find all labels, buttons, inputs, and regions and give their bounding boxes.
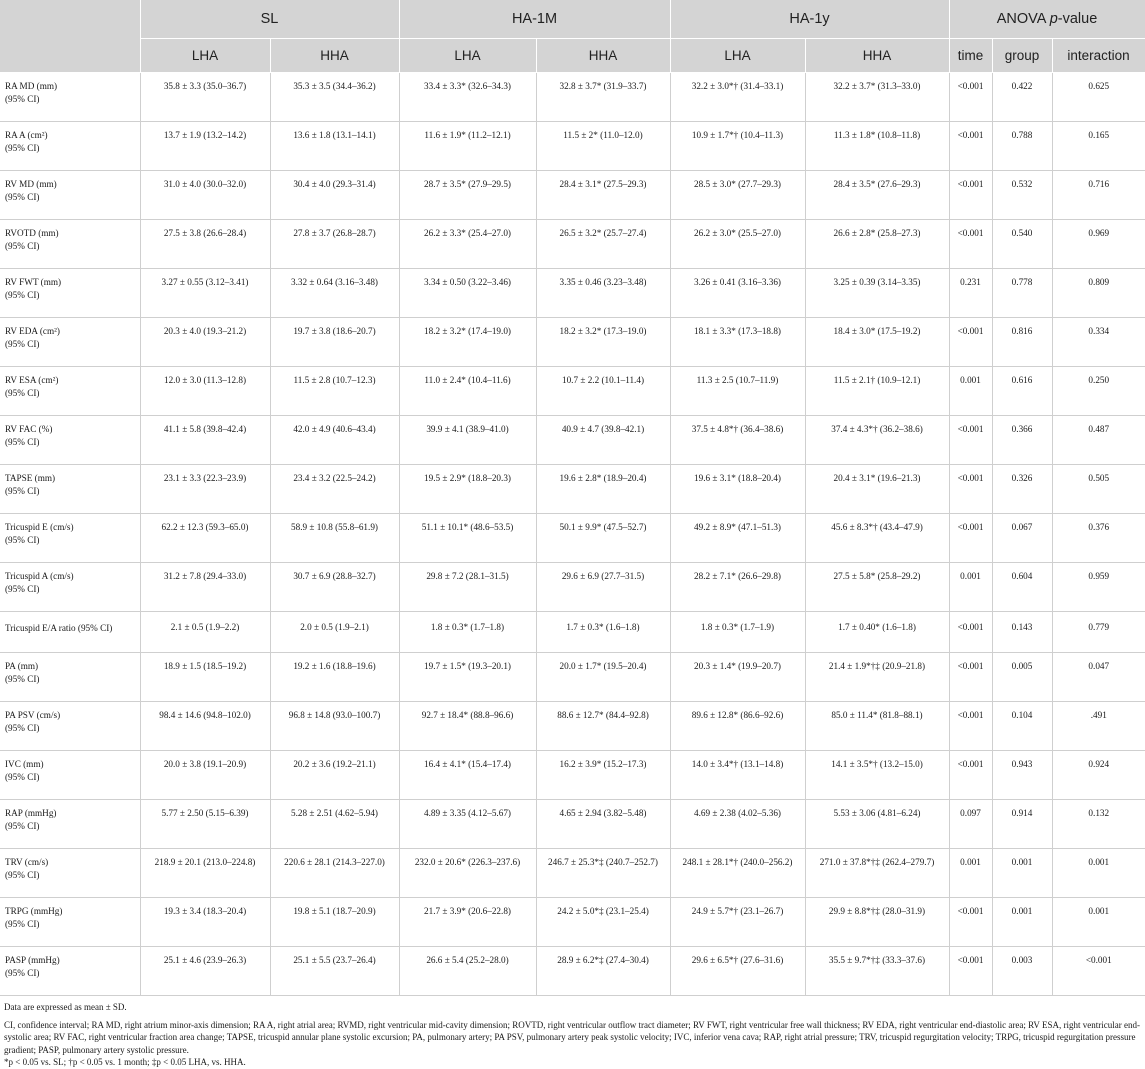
table-cell: 0.616: [992, 367, 1052, 416]
row-label-text: Tricuspid E/A ratio (95% CI): [5, 623, 113, 633]
table-cell: 28.7 ± 3.5* (27.9–29.5): [399, 171, 536, 220]
row-label: [0, 73, 140, 122]
footnote-abbreviations: CI, confidence interval; RA MD, right atrium minor-axis dimension; RA A, right atrial area; RVMD, right ventricular mid-cavity dimension; ROVTD, right ventricular outflow tract diameter; RV FWT, right ventricular free wall thickness; RV EDA, right ventricular end-diastolic area; RV ESA, right ventricular end-systolic area; RV FAC, right ventricular fraction area change; TAPSE, tricuspid annular plane systolic excursion; PA, pulmonary artery; PA PSV, pulmonary artery peak systolic velocity; IVC, inferior vena cava; RAP, right atrial pressure; TRV, tricuspid regurgitation velocity; TRPG, tricuspid regurgitation pressure gradient; PASP, pulmonary artery systolic pressure.: [4, 1019, 1140, 1055]
row-label-ci: (95% CI): [5, 486, 40, 496]
table-row: [0, 849, 1145, 898]
table-cell: 18.1 ± 3.3* (17.3–18.8): [670, 318, 805, 367]
table-cell: 0.809: [1052, 269, 1145, 318]
table-cell: 28.2 ± 7.1* (26.6–29.8): [670, 563, 805, 612]
row-label-text: RV FWT (mm): [5, 277, 62, 287]
table-cell: 0.067: [992, 514, 1052, 563]
table-cell: 11.5 ± 2* (11.0–12.0): [536, 122, 670, 171]
table-cell: 0.914: [992, 800, 1052, 849]
row-label-text: Tricuspid A (cm/s): [5, 571, 74, 581]
table-cell: 19.5 ± 2.9* (18.8–20.3): [399, 465, 536, 514]
row-label: [0, 653, 140, 702]
table-cell: 32.2 ± 3.0*† (31.4–33.1): [670, 73, 805, 122]
table-cell: 0.001: [949, 563, 992, 612]
row-label: [0, 416, 140, 465]
table-cell: 0.165: [1052, 122, 1145, 171]
subheader-1m-lha: LHA: [399, 39, 536, 73]
table-cell: 19.8 ± 5.1 (18.7–20.9): [270, 898, 399, 947]
row-label: [0, 947, 140, 996]
row-label-ci: (95% CI): [5, 821, 40, 831]
table-cell: 0.778: [992, 269, 1052, 318]
table-cell: 0.001: [992, 898, 1052, 947]
table-cell: 45.6 ± 8.3*† (43.4–47.9): [805, 514, 949, 563]
row-label: [0, 465, 140, 514]
table-cell: 4.89 ± 3.35 (4.12–5.67): [399, 800, 536, 849]
table-cell: 24.9 ± 5.7*† (23.1–26.7): [670, 898, 805, 947]
subheader-1y-hha: HHA: [805, 39, 949, 73]
row-label-ci: (95% CI): [5, 94, 40, 104]
anova-p: p: [1049, 11, 1058, 27]
header-corner: [0, 0, 140, 73]
table-cell: 29.6 ± 6.5*† (27.6–31.6): [670, 947, 805, 996]
table-cell: 29.9 ± 8.8*†‡ (28.0–31.9): [805, 898, 949, 947]
table-cell: <0.001: [949, 171, 992, 220]
table-cell: 0.788: [992, 122, 1052, 171]
table-cell: 0.716: [1052, 171, 1145, 220]
table-cell: 92.7 ± 18.4* (88.8–96.6): [399, 702, 536, 751]
row-label: [0, 800, 140, 849]
table-body: [0, 73, 1145, 996]
row-label-ci: (95% CI): [5, 192, 40, 202]
table-cell: 30.4 ± 4.0 (29.3–31.4): [270, 171, 399, 220]
table-cell: 18.9 ± 1.5 (18.5–19.2): [140, 653, 270, 702]
subheader-sl-lha: LHA: [140, 39, 270, 73]
table-cell: 42.0 ± 4.9 (40.6–43.4): [270, 416, 399, 465]
table-cell: 26.6 ± 5.4 (25.2–28.0): [399, 947, 536, 996]
table-cell: 0.001: [1052, 898, 1145, 947]
table-cell: <0.001: [949, 318, 992, 367]
table-cell: 19.2 ± 1.6 (18.8–19.6): [270, 653, 399, 702]
group-header-anova: [949, 0, 1145, 39]
table-cell: 20.0 ± 3.8 (19.1–20.9): [140, 751, 270, 800]
table-row: [0, 122, 1145, 171]
table-row: [0, 800, 1145, 849]
table-row: [0, 171, 1145, 220]
table-row: [0, 416, 1145, 465]
table-cell: 218.9 ± 20.1 (213.0–224.8): [140, 849, 270, 898]
table-cell: 20.3 ± 4.0 (19.3–21.2): [140, 318, 270, 367]
table-cell: 0.924: [1052, 751, 1145, 800]
table-cell: 0.001: [949, 367, 992, 416]
row-label-ci: (95% CI): [5, 535, 40, 545]
table-cell: 41.1 ± 5.8 (39.8–42.4): [140, 416, 270, 465]
subheader-interaction: interaction: [1052, 39, 1145, 73]
table-cell: 0.969: [1052, 220, 1145, 269]
table-cell: 220.6 ± 28.1 (214.3–227.0): [270, 849, 399, 898]
table-cell: 26.5 ± 3.2* (25.7–27.4): [536, 220, 670, 269]
table-cell: 0.334: [1052, 318, 1145, 367]
row-label: [0, 269, 140, 318]
table-cell: 30.7 ± 6.9 (28.8–32.7): [270, 563, 399, 612]
row-label-ci: (95% CI): [5, 143, 40, 153]
row-label: [0, 751, 140, 800]
table-cell: 0.625: [1052, 73, 1145, 122]
row-label-text: RA MD (mm): [5, 81, 58, 91]
table-cell: <0.001: [949, 514, 992, 563]
table-cell: 27.8 ± 3.7 (26.8–28.7): [270, 220, 399, 269]
table-cell: 18.4 ± 3.0* (17.5–19.2): [805, 318, 949, 367]
table-cell: 1.8 ± 0.3* (1.7–1.9): [670, 612, 805, 653]
table-row: [0, 563, 1145, 612]
table-cell: <0.001: [949, 612, 992, 653]
table-cell: <0.001: [949, 220, 992, 269]
row-label: [0, 702, 140, 751]
table-cell: 0.505: [1052, 465, 1145, 514]
table-cell: 21.4 ± 1.9*†‡ (20.9–21.8): [805, 653, 949, 702]
table-cell: 2.0 ± 0.5 (1.9–2.1): [270, 612, 399, 653]
table-cell: 18.2 ± 3.2* (17.4–19.0): [399, 318, 536, 367]
table-cell: 11.3 ± 2.5 (10.7–11.9): [670, 367, 805, 416]
table-cell: 27.5 ± 3.8 (26.6–28.4): [140, 220, 270, 269]
row-label-text: TRPG (mmHg): [5, 906, 63, 916]
table-cell: 58.9 ± 10.8 (55.8–61.9): [270, 514, 399, 563]
table-cell: 0.540: [992, 220, 1052, 269]
subheader-1y-lha: LHA: [670, 39, 805, 73]
table-cell: 11.0 ± 2.4* (10.4–11.6): [399, 367, 536, 416]
table-cell: 10.7 ± 2.2 (10.1–11.4): [536, 367, 670, 416]
table-cell: 29.8 ± 7.2 (28.1–31.5): [399, 563, 536, 612]
table-row: [0, 898, 1145, 947]
anova-suffix: -value: [1057, 11, 1098, 27]
table-cell: 0.326: [992, 465, 1052, 514]
table-cell: 20.4 ± 3.1* (19.6–21.3): [805, 465, 949, 514]
row-label-text: IVC (mm): [5, 759, 44, 769]
row-label-ci: (95% CI): [5, 584, 40, 594]
row-label-ci: (95% CI): [5, 388, 40, 398]
table-cell: 49.2 ± 8.9* (47.1–51.3): [670, 514, 805, 563]
row-label-ci: (95% CI): [5, 437, 40, 447]
table-cell: 14.1 ± 3.5*† (13.2–15.0): [805, 751, 949, 800]
table-row: [0, 465, 1145, 514]
table-row: [0, 947, 1145, 996]
table-cell: 62.2 ± 12.3 (59.3–65.0): [140, 514, 270, 563]
table-cell: 25.1 ± 5.5 (23.7–26.4): [270, 947, 399, 996]
row-label: [0, 220, 140, 269]
row-label: [0, 612, 140, 653]
row-label: [0, 318, 140, 367]
table-cell: <0.001: [949, 702, 992, 751]
row-label: [0, 514, 140, 563]
table-cell: <0.001: [949, 751, 992, 800]
table-cell: 37.5 ± 4.8*† (36.4–38.6): [670, 416, 805, 465]
table-cell: <0.001: [949, 898, 992, 947]
table-cell: 0.532: [992, 171, 1052, 220]
table-cell: 13.7 ± 1.9 (13.2–14.2): [140, 122, 270, 171]
row-label-text: RA A (cm²): [5, 130, 48, 140]
subheader-time: time: [949, 39, 992, 73]
table-cell: 4.65 ± 2.94 (3.82–5.48): [536, 800, 670, 849]
table-cell: 5.53 ± 3.06 (4.81–6.24): [805, 800, 949, 849]
table-cell: 24.2 ± 5.0*‡ (23.1–25.4): [536, 898, 670, 947]
table-cell: 1.8 ± 0.3* (1.7–1.8): [399, 612, 536, 653]
table-row: [0, 269, 1145, 318]
table-cell: 89.6 ± 12.8* (86.6–92.6): [670, 702, 805, 751]
table-cell: <0.001: [949, 465, 992, 514]
row-label-text: RV MD (mm): [5, 179, 57, 189]
table-cell: 0.959: [1052, 563, 1145, 612]
row-label-text: TAPSE (mm): [5, 473, 56, 483]
table-cell: 19.6 ± 3.1* (18.8–20.4): [670, 465, 805, 514]
table-cell: 14.0 ± 3.4*† (13.1–14.8): [670, 751, 805, 800]
row-label-ci: (95% CI): [5, 870, 40, 880]
table-cell: 26.6 ± 2.8* (25.8–27.3): [805, 220, 949, 269]
table-cell: 232.0 ± 20.6* (226.3–237.6): [399, 849, 536, 898]
table-row: [0, 514, 1145, 563]
table-cell: 39.9 ± 4.1 (38.9–41.0): [399, 416, 536, 465]
row-label: [0, 171, 140, 220]
table-cell: <0.001: [949, 73, 992, 122]
table-cell: 28.4 ± 3.1* (27.5–29.3): [536, 171, 670, 220]
footnote-significance: *p < 0.05 vs. SL; †p < 0.05 vs. 1 month; ‡p < 0.05 LHA, vs. HHA.: [4, 1057, 246, 1067]
row-label: [0, 898, 140, 947]
table-cell: .491: [1052, 702, 1145, 751]
table-cell: 0.943: [992, 751, 1052, 800]
table-cell: 98.4 ± 14.6 (94.8–102.0): [140, 702, 270, 751]
row-label-text: RVOTD (mm): [5, 228, 59, 238]
subheader-1m-hha: HHA: [536, 39, 670, 73]
table-cell: 35.5 ± 9.7*†‡ (33.3–37.6): [805, 947, 949, 996]
table-cell: 3.27 ± 0.55 (3.12–3.41): [140, 269, 270, 318]
table-cell: 29.6 ± 6.9 (27.7–31.5): [536, 563, 670, 612]
table-cell: 23.4 ± 3.2 (22.5–24.2): [270, 465, 399, 514]
table-cell: 19.7 ± 3.8 (18.6–20.7): [270, 318, 399, 367]
table-cell: 4.69 ± 2.38 (4.02–5.36): [670, 800, 805, 849]
table-cell: 0.231: [949, 269, 992, 318]
table-cell: 26.2 ± 3.0* (25.5–27.0): [670, 220, 805, 269]
table-cell: 0.604: [992, 563, 1052, 612]
anova-prefix: ANOVA: [996, 11, 1050, 27]
group-header-ha-1m: HA-1M: [399, 0, 670, 39]
table-row: [0, 73, 1145, 122]
row-label-text: RV EDA (cm²): [5, 326, 60, 336]
row-label-ci: (95% CI): [5, 290, 40, 300]
table-cell: 26.2 ± 3.3* (25.4–27.0): [399, 220, 536, 269]
table-cell: 2.1 ± 0.5 (1.9–2.2): [140, 612, 270, 653]
table-cell: 11.5 ± 2.1† (10.9–12.1): [805, 367, 949, 416]
subheader-sl-hha: HHA: [270, 39, 399, 73]
row-label: [0, 563, 140, 612]
table-cell: 3.34 ± 0.50 (3.22–3.46): [399, 269, 536, 318]
table-cell: 32.2 ± 3.7* (31.3–33.0): [805, 73, 949, 122]
table-cell: 0.097: [949, 800, 992, 849]
table-cell: 96.8 ± 14.8 (93.0–100.7): [270, 702, 399, 751]
row-label-text: PA (mm): [5, 661, 39, 671]
table-cell: 85.0 ± 11.4* (81.8–88.1): [805, 702, 949, 751]
table-cell: 25.1 ± 4.6 (23.9–26.3): [140, 947, 270, 996]
table-cell: 0.047: [1052, 653, 1145, 702]
table-cell: 50.1 ± 9.9* (47.5–52.7): [536, 514, 670, 563]
footnote-data: Data are expressed as mean ± SD.: [4, 1002, 127, 1012]
table-cell: 0.001: [949, 849, 992, 898]
row-label-ci: (95% CI): [5, 674, 40, 684]
group-header-ha-1y: HA-1y: [670, 0, 949, 39]
table-cell: 0.001: [992, 849, 1052, 898]
table-cell: 0.005: [992, 653, 1052, 702]
table-cell: 12.0 ± 3.0 (11.3–12.8): [140, 367, 270, 416]
table-cell: 0.250: [1052, 367, 1145, 416]
table-cell: 3.26 ± 0.41 (3.16–3.36): [670, 269, 805, 318]
table-cell: 0.366: [992, 416, 1052, 465]
table-cell: 0.816: [992, 318, 1052, 367]
table-cell: 13.6 ± 1.8 (13.1–14.1): [270, 122, 399, 171]
table-row: [0, 220, 1145, 269]
table-cell: 18.2 ± 3.2* (17.3–19.0): [536, 318, 670, 367]
row-label-ci: (95% CI): [5, 968, 40, 978]
table-cell: 37.4 ± 4.3*† (36.2–38.6): [805, 416, 949, 465]
row-label-text: PA PSV (cm/s): [5, 710, 61, 720]
row-label-ci: (95% CI): [5, 919, 40, 929]
table-cell: 1.7 ± 0.40* (1.6–1.8): [805, 612, 949, 653]
table-cell: 32.8 ± 3.7* (31.9–33.7): [536, 73, 670, 122]
row-label-text: RAP (mmHg): [5, 808, 57, 818]
table-cell: 246.7 ± 25.3*‡ (240.7–252.7): [536, 849, 670, 898]
table-cell: 0.422: [992, 73, 1052, 122]
table-cell: <0.001: [1052, 947, 1145, 996]
table-cell: 33.4 ± 3.3* (32.6–34.3): [399, 73, 536, 122]
table-cell: 19.6 ± 2.8* (18.9–20.4): [536, 465, 670, 514]
row-label: [0, 849, 140, 898]
table-cell: 16.2 ± 3.9* (15.2–17.3): [536, 751, 670, 800]
row-label-ci: (95% CI): [5, 241, 40, 251]
table-cell: 5.28 ± 2.51 (4.62–5.94): [270, 800, 399, 849]
table-cell: <0.001: [949, 416, 992, 465]
table-row: [0, 653, 1145, 702]
row-label-text: TRV (cm/s): [5, 857, 49, 867]
table-cell: 0.132: [1052, 800, 1145, 849]
subheader-group: group: [992, 39, 1052, 73]
table-cell: <0.001: [949, 947, 992, 996]
table-row: [0, 318, 1145, 367]
table-cell: 40.9 ± 4.7 (39.8–42.1): [536, 416, 670, 465]
table-cell: 23.1 ± 3.3 (22.3–23.9): [140, 465, 270, 514]
table-cell: 11.6 ± 1.9* (11.2–12.1): [399, 122, 536, 171]
table-cell: 1.7 ± 0.3* (1.6–1.8): [536, 612, 670, 653]
table-cell: 3.32 ± 0.64 (3.16–3.48): [270, 269, 399, 318]
table-cell: 5.77 ± 2.50 (5.15–6.39): [140, 800, 270, 849]
table-cell: 0.003: [992, 947, 1052, 996]
table-cell: 3.25 ± 0.39 (3.14–3.35): [805, 269, 949, 318]
table-cell: 0.143: [992, 612, 1052, 653]
row-label: [0, 367, 140, 416]
table-row: [0, 702, 1145, 751]
table-cell: 248.1 ± 28.1*† (240.0–256.2): [670, 849, 805, 898]
table-cell: 35.8 ± 3.3 (35.0–36.7): [140, 73, 270, 122]
table-cell: 11.5 ± 2.8 (10.7–12.3): [270, 367, 399, 416]
table-cell: 51.1 ± 10.1* (48.6–53.5): [399, 514, 536, 563]
row-label-text: PASP (mmHg): [5, 955, 60, 965]
table-cell: <0.001: [949, 653, 992, 702]
table-cell: 271.0 ± 37.8*†‡ (262.4–279.7): [805, 849, 949, 898]
table-cell: 19.3 ± 3.4 (18.3–20.4): [140, 898, 270, 947]
table-cell: 28.9 ± 6.2*‡ (27.4–30.4): [536, 947, 670, 996]
table-cell: 88.6 ± 12.7* (84.4–92.8): [536, 702, 670, 751]
table-cell: 31.0 ± 4.0 (30.0–32.0): [140, 171, 270, 220]
row-label-ci: (95% CI): [5, 339, 40, 349]
table-cell: 27.5 ± 5.8* (25.8–29.2): [805, 563, 949, 612]
table-cell: 28.5 ± 3.0* (27.7–29.3): [670, 171, 805, 220]
table-cell: 19.7 ± 1.5* (19.3–20.1): [399, 653, 536, 702]
table-row: [0, 612, 1145, 653]
row-label-text: RV FAC (%): [5, 424, 53, 434]
table-cell: 35.3 ± 3.5 (34.4–36.2): [270, 73, 399, 122]
table-cell: 3.35 ± 0.46 (3.23–3.48): [536, 269, 670, 318]
table-row: [0, 751, 1145, 800]
row-label-text: RV ESA (cm²): [5, 375, 59, 385]
row-label-ci: (95% CI): [5, 772, 40, 782]
table-cell: 0.001: [1052, 849, 1145, 898]
table-row: [0, 367, 1145, 416]
row-label-ci: (95% CI): [5, 723, 40, 733]
table-cell: 0.376: [1052, 514, 1145, 563]
footnotes: [0, 996, 1145, 1069]
table-cell: 11.3 ± 1.8* (10.8–11.8): [805, 122, 949, 171]
table-cell: 28.4 ± 3.5* (27.6–29.3): [805, 171, 949, 220]
row-label-text: Tricuspid E (cm/s): [5, 522, 74, 532]
table-cell: 20.3 ± 1.4* (19.9–20.7): [670, 653, 805, 702]
table-cell: 0.487: [1052, 416, 1145, 465]
table-cell: <0.001: [949, 122, 992, 171]
table-cell: 10.9 ± 1.7*† (10.4–11.3): [670, 122, 805, 171]
table-cell: 0.779: [1052, 612, 1145, 653]
table-cell: 20.0 ± 1.7* (19.5–20.4): [536, 653, 670, 702]
table-cell: 31.2 ± 7.8 (29.4–33.0): [140, 563, 270, 612]
table-header: [0, 0, 1145, 73]
row-label: [0, 122, 140, 171]
group-header-sl: SL: [140, 0, 399, 39]
table-cell: 16.4 ± 4.1* (15.4–17.4): [399, 751, 536, 800]
table-cell: 21.7 ± 3.9* (20.6–22.8): [399, 898, 536, 947]
table-cell: 0.104: [992, 702, 1052, 751]
table-cell: 20.2 ± 3.6 (19.2–21.1): [270, 751, 399, 800]
